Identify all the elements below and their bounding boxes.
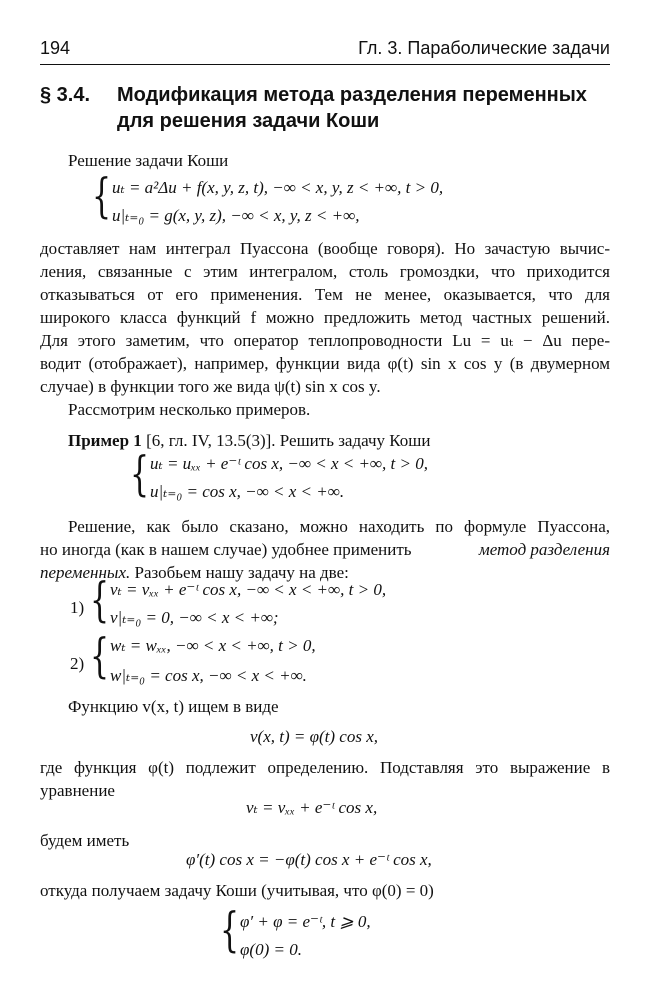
example-label: Пример 1 [68, 431, 142, 450]
section-number: § 3.4. [40, 84, 91, 106]
equation: vₜ = vₓₓ + e⁻ᵗ cos x, [246, 798, 378, 817]
equation: φ′ + φ = e⁻ᵗ, t ⩾ 0, [240, 912, 371, 931]
running-header [40, 36, 610, 64]
paragraph-line: случае) в функции того же вида ψ(t) sin x cos y. [40, 377, 381, 396]
equation: u|ₜ₌₀ = cos x, −∞ < x < +∞. [150, 482, 345, 501]
item-label: 2) [70, 654, 85, 673]
paragraph-line: Рассмотрим несколько примеров. [68, 400, 311, 419]
example-ref: [6, гл. IV, 13.5(3)]. [146, 431, 276, 450]
equation: uₜ = a²Δu + f(x, y, z, t), −∞ < x, y, z < +∞, t > 0, [112, 178, 444, 197]
paragraph-line: Функцию v(x, t) ищем в виде [68, 697, 279, 716]
intro-text: Решение задачи Коши [68, 151, 229, 170]
text-run: но иногда (как в нашем случае) удобнее применить [40, 540, 412, 559]
left-brace-icon: { [130, 448, 150, 503]
equation: u|ₜ₌₀ = g(x, y, z), −∞ < x, y, z < +∞, [112, 206, 360, 225]
example-heading [68, 430, 430, 452]
paragraph-line: где функция φ(t) подлежит определению. Подставляя это выражение в [40, 758, 610, 777]
section-title-line2: для решения задачи Коши [117, 110, 380, 132]
equation: φ′(t) cos x = −φ(t) cos x + e⁻ᵗ cos x, [186, 850, 432, 869]
equation: v|ₜ₌₀ = 0, −∞ < x < +∞; [110, 608, 279, 627]
header-rule [40, 64, 610, 65]
left-brace-icon: { [90, 630, 110, 685]
paragraph-line [40, 539, 610, 561]
equation: wₜ = wₓₓ, −∞ < x < +∞, t > 0, [110, 636, 316, 655]
text-run: Разобьем нашу задачу на две: [134, 563, 349, 582]
running-head: Гл. 3. Параболические задачи [358, 38, 610, 58]
page-number: 194 [40, 38, 71, 58]
paragraph-line: отказываться от его применения. Тем не менее, оказывается, что для [40, 285, 610, 304]
equation: vₜ = vₓₓ + e⁻ᵗ cos x, −∞ < x < +∞, t > 0, [110, 580, 387, 599]
paragraph-line: уравнение [40, 781, 115, 800]
emphasis-text: переменных. [40, 563, 131, 582]
paragraph-line: водит (отображает), например, функции вида φ(t) sin x cos y (в двумерном [40, 354, 610, 373]
example-task: Решить задачу Коши [279, 431, 431, 450]
left-brace-icon: { [220, 904, 240, 959]
paragraph-line: Решение, как было сказано, можно находить по формуле Пуассона, [68, 517, 610, 536]
paragraph-line: ления, связанные с этим интегралом, столь громоздки, что приходится [40, 262, 610, 281]
equation: uₜ = uₓₓ + e⁻ᵗ cos x, −∞ < x < +∞, t > 0, [150, 454, 428, 473]
equation: φ(0) = 0. [240, 940, 302, 959]
emphasis-text: метод разделения [478, 540, 610, 559]
equation: v(x, t) = φ(t) cos x, [250, 727, 379, 746]
paragraph-line: широкого класса функций f можно предложить метод частных решений. [40, 308, 610, 327]
section-title-line1: Модификация метода разделения переменных [117, 84, 587, 106]
paragraph-line: доставляет нам интеграл Пуассона (вообще говоря). Но зачастую вычис- [40, 239, 610, 258]
left-brace-icon: { [90, 574, 110, 629]
item-label: 1) [70, 598, 85, 617]
paragraph-line: Для этого заметим, что оператор теплопроводности Lu = uₜ − Δu пере- [40, 331, 610, 350]
paragraph-line: откуда получаем задачу Коши (учитывая, что φ(0) = 0) [40, 881, 434, 900]
left-brace-icon: { [92, 170, 112, 225]
paragraph-line: будем иметь [40, 831, 130, 850]
equation: w|ₜ₌₀ = cos x, −∞ < x < +∞. [110, 666, 307, 685]
